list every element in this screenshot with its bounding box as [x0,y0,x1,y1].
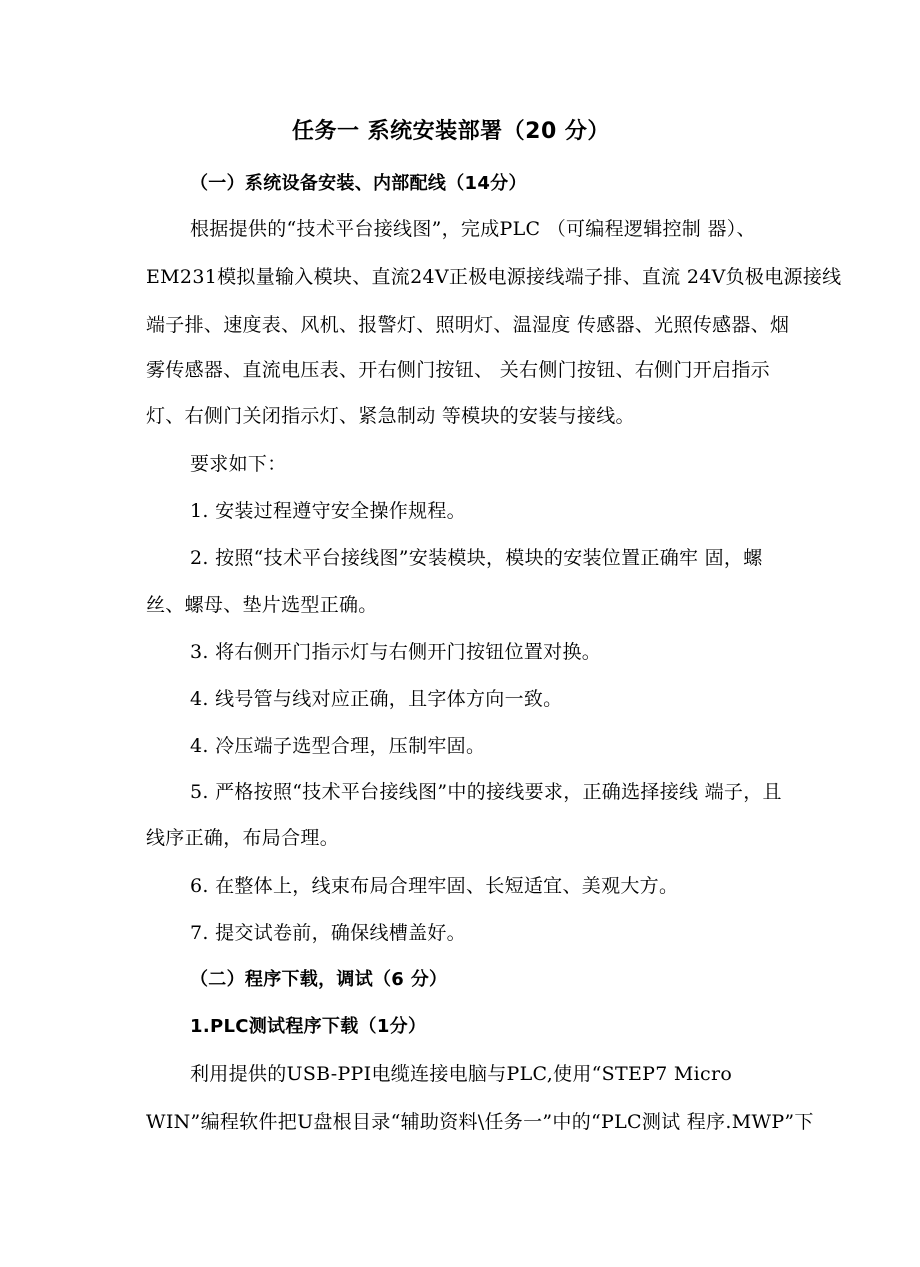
paragraph1-line4: 雾传感器、直流电压表、开右侧门按钮、 关右侧门按钮、右侧门开启指示 [146,359,770,381]
requirement-item-1: 1. 安装过程遵守安全操作规程。 [190,500,466,522]
section2-heading: （二）程序下载，调试（6 分） [190,969,448,990]
requirement-item-4b: 4. 冷压端子选型合理，压制牢固。 [190,735,486,757]
paragraph1-line5: 灯、右侧门关闭指示灯、紧急制动 等模块的安装与接线。 [146,405,635,427]
paragraph2-line2: WIN”编程软件把U盘根目录“辅助资料\任务一”中的“PLC测试 程序.MWP”下 [146,1111,814,1133]
requirement-item-4a: 4. 线号管与线对应正确，且字体方向一致。 [190,688,563,710]
requirement-item-2-line2: 丝、螺母、垫片选型正确。 [146,594,378,616]
requirement-item-2-line1: 2. 按照“技术平台接线图”安装模块，模块的安装位置正确牢 固，螺 [190,547,763,569]
subsection1-heading: 1.PLC测试程序下载（1分） [190,1016,427,1037]
paragraph1-line1: 根据提供的“技术平台接线图”，完成PLC （可编程逻辑控制 器）、 [190,218,756,240]
document-title: 任务一 系统安装部署（20 分） [292,119,610,144]
requirement-item-7: 7. 提交试卷前，确保线槽盖好。 [190,922,466,944]
requirement-item-5-line2: 线序正确，布局合理。 [146,827,340,849]
paragraph1-line2: EM231模拟量输入模块、直流24V正极电源接线端子排、直流 24V负极电源接线 [146,266,842,288]
requirements-intro: 要求如下： [190,453,287,475]
requirement-item-5-line1: 5. 严格按照“技术平台接线图”中的接线要求，正确选择接线 端子，且 [190,781,782,803]
paragraph2-line1: 利用提供的USB-PPI电缆连接电脑与PLC,使用“STEP7 Micro [190,1063,733,1085]
paragraph1-line3: 端子排、速度表、风机、报警灯、照明灯、温湿度 传感器、光照传感器、烟 [146,314,790,336]
requirement-item-3: 3. 将右侧开门指示灯与右侧开门按钮位置对换。 [190,641,602,663]
section1-heading: （一）系统设备安装、内部配线（14分） [190,173,527,194]
requirement-item-6: 6. 在整体上，线束布局合理牢固、长短适宜、美观大方。 [190,875,679,897]
